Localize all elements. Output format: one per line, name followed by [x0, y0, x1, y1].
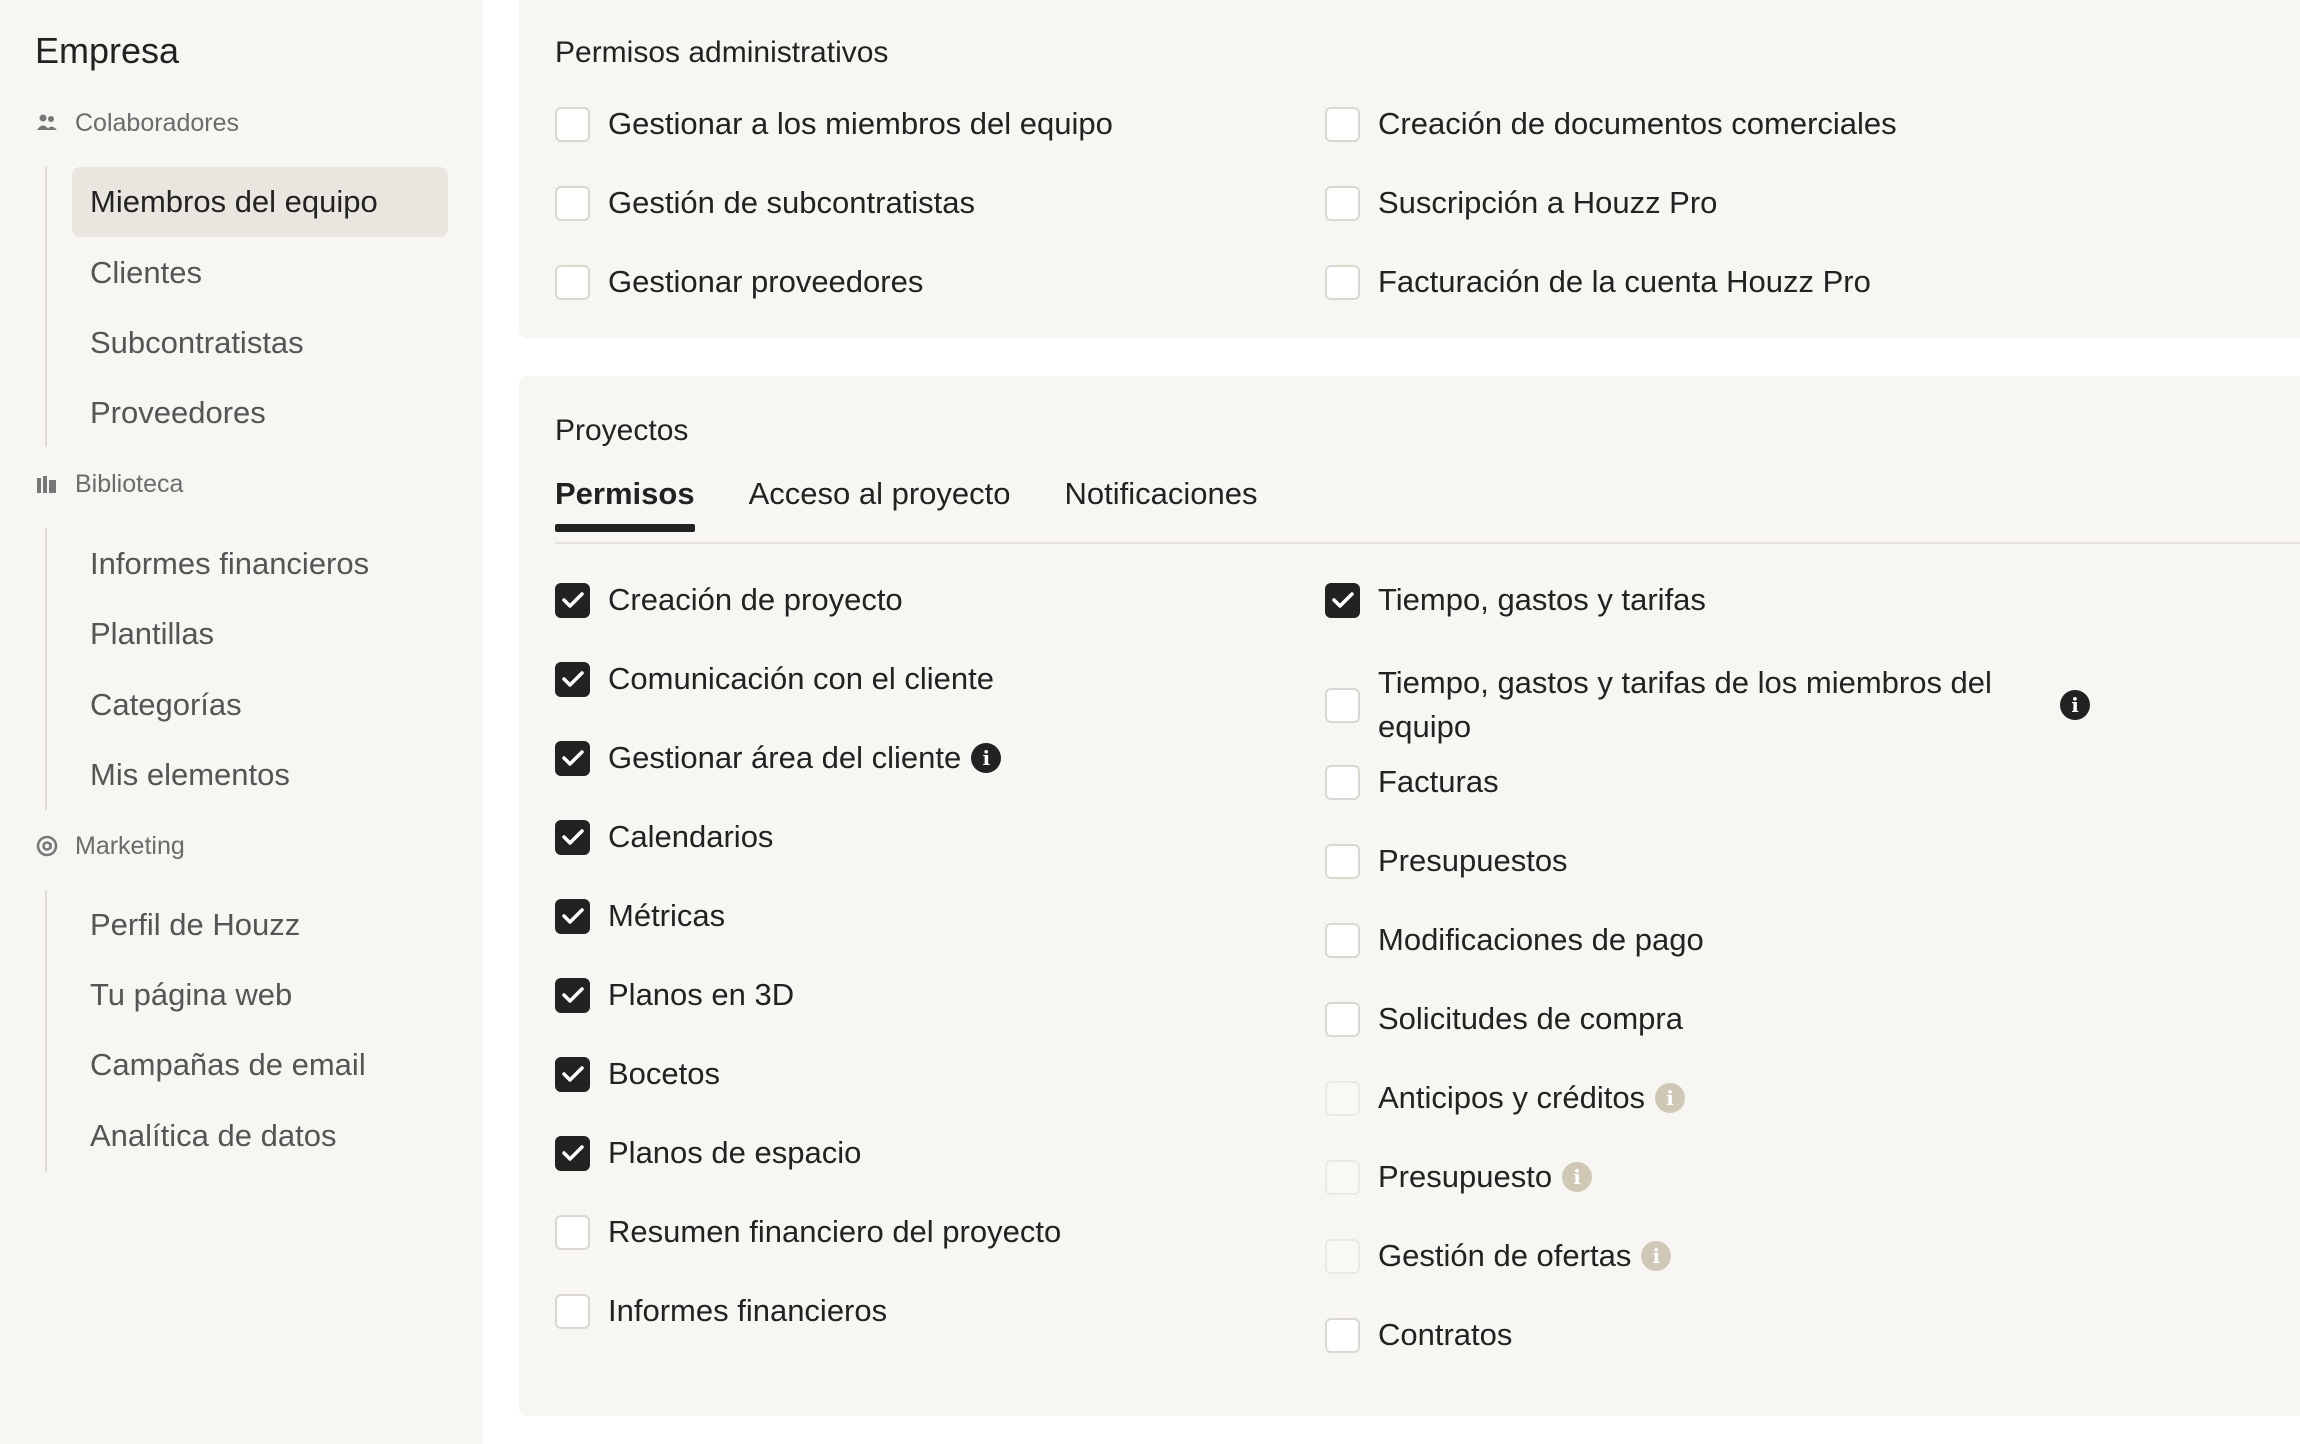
projects-card [519, 376, 2300, 1416]
permission-label: Informes financieros [608, 1293, 888, 1328]
permission-checkbox[interactable] [555, 1215, 590, 1250]
permission-label: Planos en 3D [608, 977, 795, 1012]
permission-label: Bocetos [608, 1056, 721, 1091]
permission-row[interactable] [555, 1293, 887, 1329]
permission-label: Resumen financiero del proyecto [608, 1214, 1062, 1249]
permission-label: Suscripción a Houzz Pro [1378, 185, 1718, 220]
permission-label: Gestionar proveedores [608, 264, 924, 299]
permission-checkbox-checked[interactable] [555, 1057, 590, 1092]
permission-label: Modificaciones de pago [1378, 922, 1704, 957]
permission-row[interactable] [555, 264, 923, 300]
permission-label: Tiempo, gastos y tarifas [1378, 582, 1706, 617]
permission-row[interactable] [1325, 843, 1568, 879]
permission-row [1325, 1159, 1592, 1195]
permission-row[interactable] [1325, 582, 1706, 618]
section-header-label: Biblioteca [75, 469, 184, 498]
sidebar-item-clientes[interactable]: Clientes [90, 255, 202, 290]
permission-row[interactable] [555, 977, 794, 1013]
permission-label: Tiempo, gastos y tarifas de los miembros del equipo [1378, 665, 1992, 744]
permission-row [1325, 1080, 1685, 1116]
permission-checkbox[interactable] [555, 265, 590, 300]
at-sign-icon [35, 834, 59, 858]
permission-row [1325, 1238, 1671, 1274]
sidebar-item-subcontratistas[interactable]: Subcontratistas [90, 325, 304, 360]
permission-label: Gestionar área del cliente [608, 740, 962, 775]
sidebar-item-campanas-de-email[interactable]: Campañas de email [90, 1047, 366, 1082]
permission-checkbox[interactable] [1325, 186, 1360, 221]
permission-label: Presupuesto [1378, 1159, 1553, 1194]
permission-checkbox-checked[interactable] [555, 1136, 590, 1171]
sidebar-item-proveedores[interactable]: Proveedores [90, 395, 266, 430]
permission-checkbox-checked[interactable] [555, 583, 590, 618]
permission-checkbox [1325, 1160, 1360, 1195]
permission-checkbox[interactable] [1325, 923, 1360, 958]
permission-row[interactable] [555, 106, 1113, 142]
permission-label: Gestionar a los miembros del equipo [608, 106, 1113, 141]
permission-checkbox[interactable] [1325, 1318, 1360, 1353]
permission-checkbox[interactable] [555, 107, 590, 142]
permission-row[interactable] [1325, 185, 1717, 221]
permission-checkbox[interactable] [555, 1294, 590, 1329]
permission-row[interactable] [1325, 264, 1871, 300]
people-icon [35, 111, 59, 135]
permission-checkbox[interactable] [1325, 844, 1360, 879]
sidebar-item-miembros-del-equipo[interactable]: Miembros del equipo [72, 167, 448, 237]
permission-checkbox [1325, 1081, 1360, 1116]
sidebar-item-categorias[interactable]: Categorías [90, 687, 242, 722]
section-header-biblioteca[interactable] [35, 464, 183, 504]
section-header-label: Marketing [75, 831, 185, 860]
permission-row[interactable] [555, 1135, 861, 1171]
permission-checkbox-checked[interactable] [555, 741, 590, 776]
permission-label: Métricas [608, 898, 726, 933]
sidebar [0, 0, 483, 1444]
sidebar-item-informes-financieros[interactable]: Informes financieros [90, 546, 370, 581]
permission-checkbox-checked[interactable] [555, 662, 590, 697]
sidebar-title: Empresa [35, 30, 180, 71]
permission-row[interactable] [1325, 1317, 1512, 1353]
info-icon[interactable]: i [1562, 1162, 1592, 1192]
permission-checkbox[interactable] [1325, 765, 1360, 800]
projects-tabs [555, 476, 1311, 528]
section-guide-line [45, 890, 47, 1172]
permission-checkbox-checked[interactable] [555, 978, 590, 1013]
permission-checkbox[interactable] [1325, 1002, 1360, 1037]
tab-permisos[interactable]: Permisos [555, 476, 695, 528]
admin-permissions-title: Permisos administrativos [555, 36, 889, 69]
permission-label: Contratos [1378, 1317, 1513, 1352]
info-icon[interactable]: i [971, 743, 1001, 773]
projects-title: Proyectos [555, 414, 689, 447]
permission-checkbox[interactable] [1325, 265, 1360, 300]
permission-checkbox [1325, 1239, 1360, 1274]
permission-label: Calendarios [608, 819, 774, 854]
section-header-colaboradores[interactable] [35, 103, 239, 143]
admin-permissions-card [519, 0, 2300, 338]
tabs-divider [555, 542, 2300, 544]
section-guide-line [45, 167, 47, 447]
permission-label: Creación de proyecto [608, 582, 903, 617]
permission-row[interactable] [555, 185, 975, 221]
permission-checkbox-checked[interactable] [555, 899, 590, 934]
permission-row[interactable] [555, 582, 903, 618]
permission-row[interactable] [1325, 106, 1897, 142]
info-icon[interactable]: i [2060, 690, 2090, 720]
permission-row[interactable] [555, 661, 994, 697]
permission-label: Presupuestos [1378, 843, 1568, 878]
permission-row[interactable] [555, 740, 1001, 776]
permission-label: Comunicación con el cliente [608, 661, 994, 696]
permission-label: Facturas [1378, 764, 1499, 799]
tab-notificaciones[interactable]: Notificaciones [1064, 476, 1258, 511]
permission-checkbox-checked[interactable] [1325, 583, 1360, 618]
section-header-marketing[interactable] [35, 826, 185, 866]
info-icon[interactable]: i [1641, 1241, 1671, 1271]
permission-row[interactable] [1325, 661, 2090, 749]
permission-label: Gestión de ofertas [1378, 1238, 1632, 1273]
permission-row[interactable] [1325, 1001, 1683, 1037]
permission-checkbox[interactable] [1325, 107, 1360, 142]
permission-label: Gestión de subcontratistas [608, 185, 976, 220]
permission-checkbox[interactable] [1325, 688, 1360, 723]
permission-row[interactable] [555, 898, 725, 934]
permission-label: Solicitudes de compra [1378, 1001, 1683, 1036]
permission-row[interactable] [1325, 922, 1704, 958]
section-header-label: Colaboradores [75, 108, 239, 137]
permission-label: Facturación de la cuenta Houzz Pro [1378, 264, 1871, 299]
sidebar-item-analitica-de-datos[interactable]: Analítica de datos [90, 1118, 337, 1153]
permission-row[interactable] [1325, 764, 1499, 800]
permission-row[interactable] [555, 1056, 720, 1092]
permission-label: Creación de documentos comerciales [1378, 106, 1897, 141]
sidebar-item-plantillas[interactable]: Plantillas [90, 616, 215, 651]
permission-row[interactable] [555, 819, 773, 855]
sidebar-item-perfil-de-houzz[interactable]: Perfil de Houzz [90, 907, 301, 942]
permission-label: Anticipos y créditos [1378, 1080, 1646, 1115]
permission-label: Planos de espacio [608, 1135, 862, 1170]
permission-checkbox[interactable] [555, 186, 590, 221]
tab-acceso-al-proyecto[interactable]: Acceso al proyecto [748, 476, 1011, 511]
section-guide-line [45, 528, 47, 810]
permission-checkbox-checked[interactable] [555, 820, 590, 855]
permission-row[interactable] [555, 1214, 1061, 1250]
info-icon[interactable]: i [1655, 1083, 1685, 1113]
sidebar-item-mis-elementos[interactable]: Mis elementos [90, 757, 290, 792]
library-icon [35, 472, 59, 496]
sidebar-item-tu-pagina-web[interactable]: Tu página web [90, 977, 293, 1012]
